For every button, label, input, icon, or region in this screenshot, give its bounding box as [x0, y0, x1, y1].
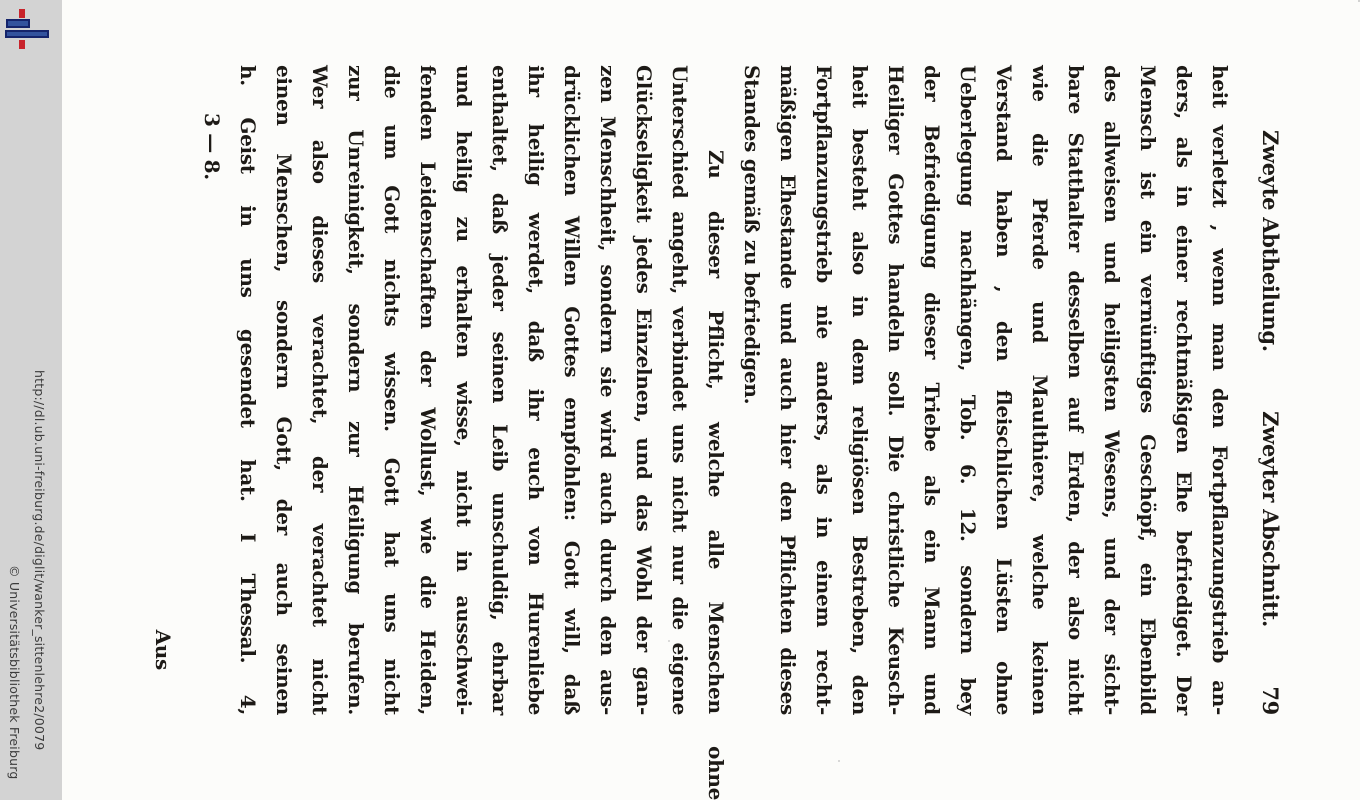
page-header — [1252, 130, 1288, 715]
text-line: enthaltet, daß jeder seinen Leib unschuldig, ehrbar — [488, 65, 512, 715]
text-line: wie die Pferde und Maulthiere, welche keinen — [1028, 65, 1052, 715]
logo-red-mark — [19, 9, 25, 18]
logo-blue-bar-short — [6, 19, 30, 28]
text-line: 3 — 8. — [200, 113, 224, 180]
text-line: fenden Leidenschaften der Wollust, wie die Heiden, — [416, 65, 440, 715]
text-line: heit besteht also in dem religiösen Bestreben, den — [848, 65, 872, 715]
logo-blue-bar-long — [5, 30, 49, 38]
text-line: einen Menschen, sondern Gott, der auch seinen — [272, 65, 296, 715]
text-line: zen Menschheit, sondern sie wird auch durch den aus- — [596, 65, 620, 715]
copyright-watermark: © Universitätsbibliothek Freiburg — [7, 565, 22, 780]
source-url-watermark: http://dl.ub.uni-freiburg.de/diglit/wanker_sittenlehre2/0079 — [32, 370, 47, 751]
text-line: ders, als in einer rechtmäßigen Ehe befriediget. Der — [1172, 65, 1196, 715]
text-line: bare Statthalter desselben auf Erden, der also nicht — [1064, 65, 1088, 715]
text-line: zur Unreinigkeit, sondern zur Heiligung berufen. — [344, 65, 368, 715]
text-line: heit verletzt , wenn man den Fortpflanzungstrieb an- — [1208, 65, 1232, 715]
ub-freiburg-logo-icon — [0, 0, 62, 60]
logo-red-mark — [19, 40, 25, 49]
text-line: des allweisen und heiligsten Wesens, und der sicht- — [1100, 65, 1124, 715]
text-line: Zu dieser Pflicht, welche alle Menschen ohne — [704, 150, 728, 800]
text-line: Glückseligkeit jedes Einzelnen, und das Wohl der gan- — [632, 65, 656, 715]
text-line: drücklichen Willen Gottes empfohlen: Gott will, daß — [560, 65, 584, 715]
text-line: ihr heilig werdet, daß ihr euch von Hurenliebe — [524, 65, 548, 715]
page-number: 79 — [1258, 686, 1283, 715]
text-line: Ueberlegung nachhängen, Tob. 6. 12. sondern bey — [956, 65, 980, 715]
text-line: Mensch ist ein vernünftiges Geschöpf, ein Ebenbild — [1136, 65, 1160, 715]
text-line: Unterschied angeht, verbindet uns nicht nur die eigene — [668, 65, 692, 715]
catchword: Aus — [151, 629, 175, 670]
text-line: Standes gemäß zu befriedigen. — [740, 65, 764, 405]
text-line: mäßigen Ehestande und auch hier den Pflichten dieses — [776, 65, 800, 715]
header-chapter: Zweyter Abschnitt. — [1258, 411, 1283, 627]
text-line: Heiliger Gottes handeln soll. Die christliche Keusch- — [884, 65, 908, 715]
text-line: Fortpflanzungstrieb nie anders, als in einem recht- — [812, 65, 836, 715]
header-section: Zweyte Abtheilung. — [1258, 130, 1283, 352]
text-line: Verstand haben , den fleischlichen Lüsten ohne — [992, 65, 1016, 715]
text-line: Wer also dieses verachtet, der verachtet nicht — [308, 65, 332, 715]
text-line: h. Geist in uns gesendet hat. I Thessal. 4, — [236, 65, 260, 715]
scanned-page — [62, 0, 1360, 800]
text-line: die um Gott nichts wissen. Gott hat uns nicht — [380, 65, 404, 715]
text-line: und heilig zu erhalten wisse, nicht in ausschwei- — [452, 65, 476, 715]
text-line: der Befriedigung dieser Triebe als ein Mann und — [920, 65, 944, 715]
